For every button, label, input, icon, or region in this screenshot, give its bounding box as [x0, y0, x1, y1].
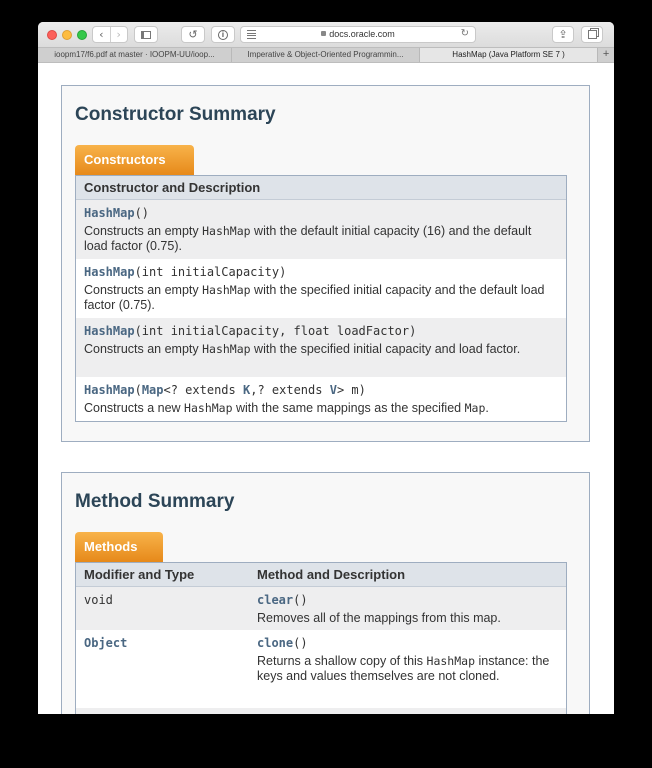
constructor-description [84, 224, 556, 254]
sidebar-button[interactable] [134, 26, 158, 43]
constructor-description [84, 283, 556, 313]
close-window-button[interactable] [47, 30, 57, 40]
constructors-caption: Constructors [75, 145, 194, 175]
lock-icon [321, 31, 326, 36]
history-button[interactable] [181, 26, 205, 43]
address-bar[interactable] [240, 26, 476, 43]
desc-text: with the same mappings as the specified [232, 401, 465, 415]
desc-code: HashMap [202, 283, 251, 297]
method-description [257, 654, 556, 684]
column-header: Constructor and Description [84, 180, 261, 195]
params: > m) [336, 383, 366, 397]
clone-link[interactable]: clone [257, 636, 294, 650]
page-content [38, 63, 614, 714]
params: ( [134, 383, 142, 397]
nav-buttons [92, 26, 128, 43]
minimize-window-button[interactable] [62, 30, 72, 40]
desc-text: . [485, 401, 489, 415]
back-icon[interactable]: ‹ [99, 28, 104, 41]
hashmap-link[interactable]: HashMap [84, 383, 135, 397]
hashmap-link[interactable]: HashMap [84, 265, 135, 279]
map-link[interactable]: Map [141, 383, 164, 397]
tabs-icon [588, 30, 597, 39]
desc-text: instance: the keys and values themselves are not cloned. [257, 654, 550, 683]
hashmap-link[interactable]: HashMap [84, 324, 135, 338]
methods-table [75, 562, 567, 714]
show-tabs-button[interactable] [581, 26, 603, 43]
modifier-type: void [84, 593, 113, 607]
desc-text: with the default initial capacity (16) and the default load factor (0.75). [84, 224, 532, 253]
params: () [134, 206, 150, 220]
constructor-description [84, 342, 556, 357]
desc-text: with the specified initial capacity and load factor. [250, 342, 521, 356]
reload-icon[interactable]: ↻ [460, 28, 469, 39]
desc-text: Constructs an empty [84, 342, 203, 356]
share-button[interactable] [552, 26, 574, 43]
constructor-signature [84, 383, 366, 397]
clear-link[interactable]: clear [257, 593, 294, 607]
v-type-link[interactable]: V [329, 383, 337, 397]
info-button[interactable] [211, 26, 235, 43]
column-header: Modifier and Type [84, 567, 195, 582]
method-signature [257, 593, 308, 607]
desc-text: Constructs an empty [84, 283, 203, 297]
table-row [76, 587, 566, 630]
table-row [76, 377, 566, 421]
table-row [76, 200, 566, 259]
tab-ioopm-pdf[interactable]: ioopm17/f6.pdf at master · IOOPM-UU/ioop... [38, 48, 232, 62]
modifier-type [84, 636, 127, 650]
params: (int initialCapacity) [134, 265, 287, 279]
params: (int initialCapacity, float loadFactor) [134, 324, 417, 338]
browser-window [38, 22, 614, 714]
desc-code: HashMap [202, 224, 251, 238]
tab-bar [38, 47, 614, 63]
desc-code: HashMap [202, 342, 251, 356]
params: () [293, 593, 308, 607]
desc-text: Returns a shallow copy of this [257, 654, 427, 668]
table-row [76, 259, 566, 318]
table-header [76, 563, 566, 587]
params: <? extends [163, 383, 243, 397]
browser-toolbar [38, 22, 614, 47]
constructor-signature [84, 265, 286, 279]
tab-hashmap[interactable]: HashMap (Java Platform SE 7 ) [420, 48, 598, 62]
method-description: Removes all of the mappings from this map. [257, 611, 501, 625]
table-header [76, 176, 566, 200]
table-row [76, 630, 566, 708]
method-signature [257, 636, 308, 650]
constructor-description [84, 401, 556, 416]
params: () [293, 636, 308, 650]
methods-caption: Methods [75, 532, 163, 562]
desc-text: with the specified initial capacity and the default load factor (0.75). [84, 283, 545, 312]
zoom-window-button[interactable] [77, 30, 87, 40]
desc-code: HashMap [426, 654, 475, 668]
desc-text: Constructs an empty [84, 224, 203, 238]
section-title: Constructor Summary [75, 104, 276, 125]
desc-text: Constructs a new [84, 401, 185, 415]
table-row [76, 318, 566, 377]
share-icon: ⇪ [558, 28, 568, 41]
history-icon: ↺ [188, 28, 198, 41]
table-row [76, 708, 566, 714]
object-link[interactable]: Object [84, 636, 128, 650]
constructor-summary-section [61, 85, 590, 442]
constructors-table [75, 175, 567, 422]
sidebar-icon [141, 31, 151, 39]
hashmap-link[interactable]: HashMap [84, 206, 135, 220]
info-icon: i [218, 30, 228, 40]
new-tab-button[interactable]: + [602, 48, 610, 60]
tab-imperative-oop[interactable]: Imperative & Object-Oriented Programmin... [232, 48, 420, 62]
k-type-link[interactable]: K [242, 383, 251, 397]
method-summary-section [61, 472, 590, 714]
constructor-signature [84, 206, 149, 220]
url-label: docs.oracle.com [329, 29, 395, 39]
desc-code: HashMap [184, 401, 233, 415]
url-text [241, 29, 475, 39]
constructor-signature [84, 324, 416, 338]
column-header: Method and Description [257, 567, 406, 582]
section-title: Method Summary [75, 491, 235, 512]
desc-code: Map [464, 401, 486, 415]
forward-icon[interactable]: › [116, 28, 121, 41]
params: ,? extends [250, 383, 330, 397]
